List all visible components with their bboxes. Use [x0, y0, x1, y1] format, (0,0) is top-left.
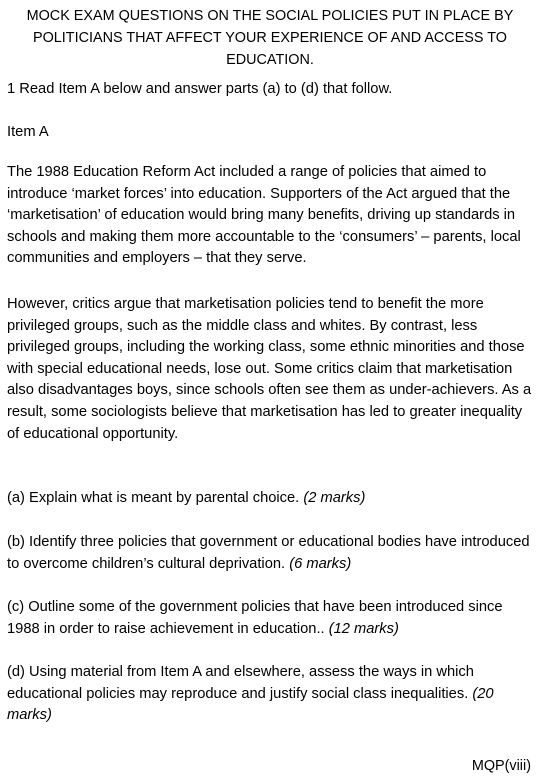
question-c — [7, 597, 535, 640]
question-c-marks: (12 marks) — [328, 620, 399, 637]
question-b-text: (b) Identify three policies that government or educational bodies have introduced to overcome children’s cultural deprivation. — [7, 534, 530, 572]
question-c-text: (c) Outline some of the government policies that have been introduced since 1988 in order to raise achievement in education.. — [7, 599, 503, 637]
question-a — [7, 488, 535, 510]
question-a-text: (a) Explain what is meant by parental choice. — [7, 490, 304, 506]
question-instruction: 1 Read Item A below and answer parts (a) to (d) that follow. — [7, 81, 393, 97]
item-paragraph-2: However, critics argue that marketisation policies tend to benefit the more privileged groups, such as the middle class and whites. By contrast, less privileged groups, including the working class, some ethnic minorities and those with special educational needs, lose out. Some critics claim that marketisation also disadvantages boys, since schools often see them as under-achievers. As a result, some sociologists believe that marketisation has led to greater inequality of educational opportunity. — [7, 296, 532, 442]
document-title: MOCK EXAM QUESTIONS ON THE SOCIAL POLICIES PUT IN PLACE BY POLITICIANS THAT AFFECT YOUR EXPERIENCE OF AND ACCESS TO EDUCATION. — [26, 8, 514, 68]
page-code: MQP(viii) — [471, 758, 531, 774]
item-paragraph-1: The 1988 Education Reform Act included a range of policies that aimed to introduce ‘market forces’ into education. Supporters of the Act argued that the ‘marketisation’ of education would bring many benefits, driving up standards in schools and making them more accountable to the ‘consumers’ – parents, local communities and employers – that they serve. — [7, 164, 521, 267]
item-heading: Item A — [7, 124, 49, 140]
question-d-marks: (20 marks) — [7, 685, 494, 724]
question-d-text: (d) Using material from Item A and elsewhere, assess the ways in which educational policies may reproduce and justify social class inequalities. — [7, 664, 474, 702]
question-a-marks: (2 marks) — [303, 490, 366, 506]
question-b — [7, 532, 535, 575]
question-b-marks: (6 marks) — [289, 555, 352, 572]
question-d — [7, 662, 535, 727]
